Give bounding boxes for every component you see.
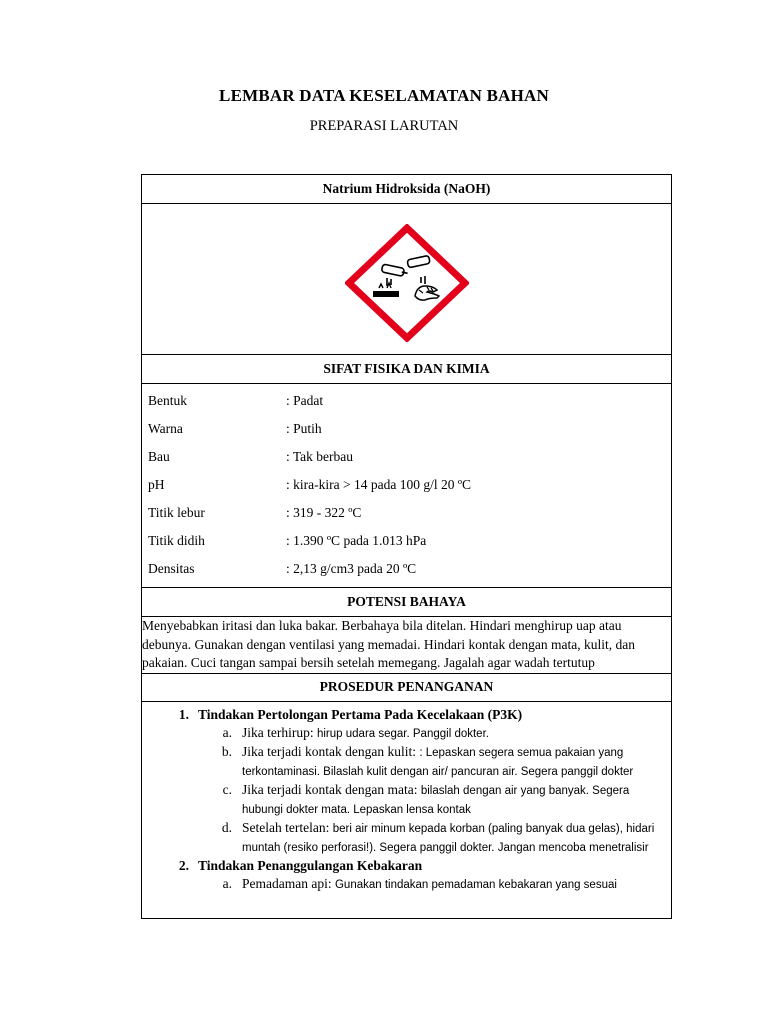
procedure-section [146, 706, 667, 724]
properties-heading: SIFAT FISIKA DAN KIMIA [142, 355, 672, 384]
item-lead: Jika terjadi kontak dengan mata: [242, 781, 421, 797]
property-label: Bau [148, 449, 170, 464]
procedure-item [146, 724, 667, 743]
item-lead: Jika terjadi kontak dengan kulit: [242, 743, 420, 759]
procedure-item [146, 743, 667, 781]
item-lead: Jika terhirup: [242, 724, 317, 740]
pictogram-cell [142, 204, 672, 355]
item-lead: Pemadaman api: [242, 875, 335, 891]
property-label: Titik lebur [148, 505, 205, 520]
property-value: : 2,13 g/cm3 pada 20 ºC [286, 561, 417, 576]
procedure-cell [142, 701, 672, 918]
item-lead: Setelah tertelan: [242, 819, 333, 835]
item-detail: bilaslah dengan air yang banyak. Segera hubungi dokter mata. Lepaskan lensa kontak [242, 784, 630, 816]
procedure-list [142, 702, 671, 894]
item-letter: b. [221, 743, 232, 759]
property-label: pH [148, 477, 165, 492]
property-row [148, 471, 665, 499]
properties-list [142, 384, 671, 587]
property-row [148, 415, 665, 443]
corrosive-ghs05-icon [345, 224, 469, 342]
property-label: Densitas [148, 561, 195, 576]
property-label: Warna [148, 421, 183, 436]
property-row [148, 527, 665, 555]
property-value: : Putih [286, 421, 322, 436]
item-letter: a. [222, 875, 232, 891]
section-number: 2. [178, 857, 189, 873]
property-value: : 319 - 322 ºC [286, 505, 362, 520]
property-label: Titik didih [148, 533, 205, 548]
procedure-heading: PROSEDUR PENANGANAN [142, 673, 672, 701]
item-letter: d. [221, 819, 232, 835]
item-letter: c. [222, 781, 232, 797]
section-title: Tindakan Pertolongan Pertama Pada Kecelakaan (P3K) [198, 706, 523, 722]
property-value: : 1.390 ºC pada 1.013 hPa [286, 533, 427, 548]
item-detail: hirup udara segar. Panggil dokter. [316, 727, 489, 740]
item-detail: beri air minum kepada korban (paling banyak dua gelas), hidari muntah (resiko perforasi!). Segera panggil dokter. Jangan mencoba menetralisir [242, 822, 655, 854]
item-letter: a. [222, 724, 232, 740]
property-value: : Padat [286, 393, 324, 408]
procedure-item [146, 875, 667, 894]
property-row [148, 499, 665, 527]
property-row [148, 555, 665, 583]
section-title: Tindakan Penanggulangan Kebakaran [198, 857, 423, 873]
hazard-text: Menyebabkan iritasi dan luka bakar. Berbahaya bila ditelan. Hindari menghirup uap atau debunya. Gunakan dengan ventilasi yang memadai. Hindari kontak dengan mata, kulit, dan pakaian. Cuci tangan sampai bersih setelah memegang. Jagalah agar wadah tertutup [142, 617, 672, 674]
properties-cell [142, 384, 672, 588]
item-detail: : Lepaskan segera semua pakaian yang terkontaminasi. Bilaslah kulit dengan air/ pancuran air. Segera panggil dokter [242, 746, 634, 778]
item-detail: Gunakan tindakan pemadaman kebakaran yang sesuai [334, 878, 617, 891]
property-label: Bentuk [148, 393, 187, 408]
chemical-name: Natrium Hidroksida (NaOH) [142, 175, 672, 204]
document-title: LEMBAR DATA KESELAMATAN BAHAN [219, 86, 549, 105]
procedure-item [146, 781, 667, 819]
safety-data-table [141, 174, 672, 919]
procedure-section [146, 857, 667, 875]
document-subtitle: PREPARASI LARUTAN [309, 118, 459, 134]
property-value: : kira-kira > 14 pada 100 g/l 20 ºC [286, 477, 472, 492]
section-number: 1. [178, 706, 189, 722]
property-row [148, 443, 665, 471]
property-row [148, 387, 665, 415]
hazard-heading: POTENSI BAHAYA [142, 588, 672, 617]
property-value: : Tak berbau [286, 449, 354, 464]
procedure-item [146, 819, 667, 857]
